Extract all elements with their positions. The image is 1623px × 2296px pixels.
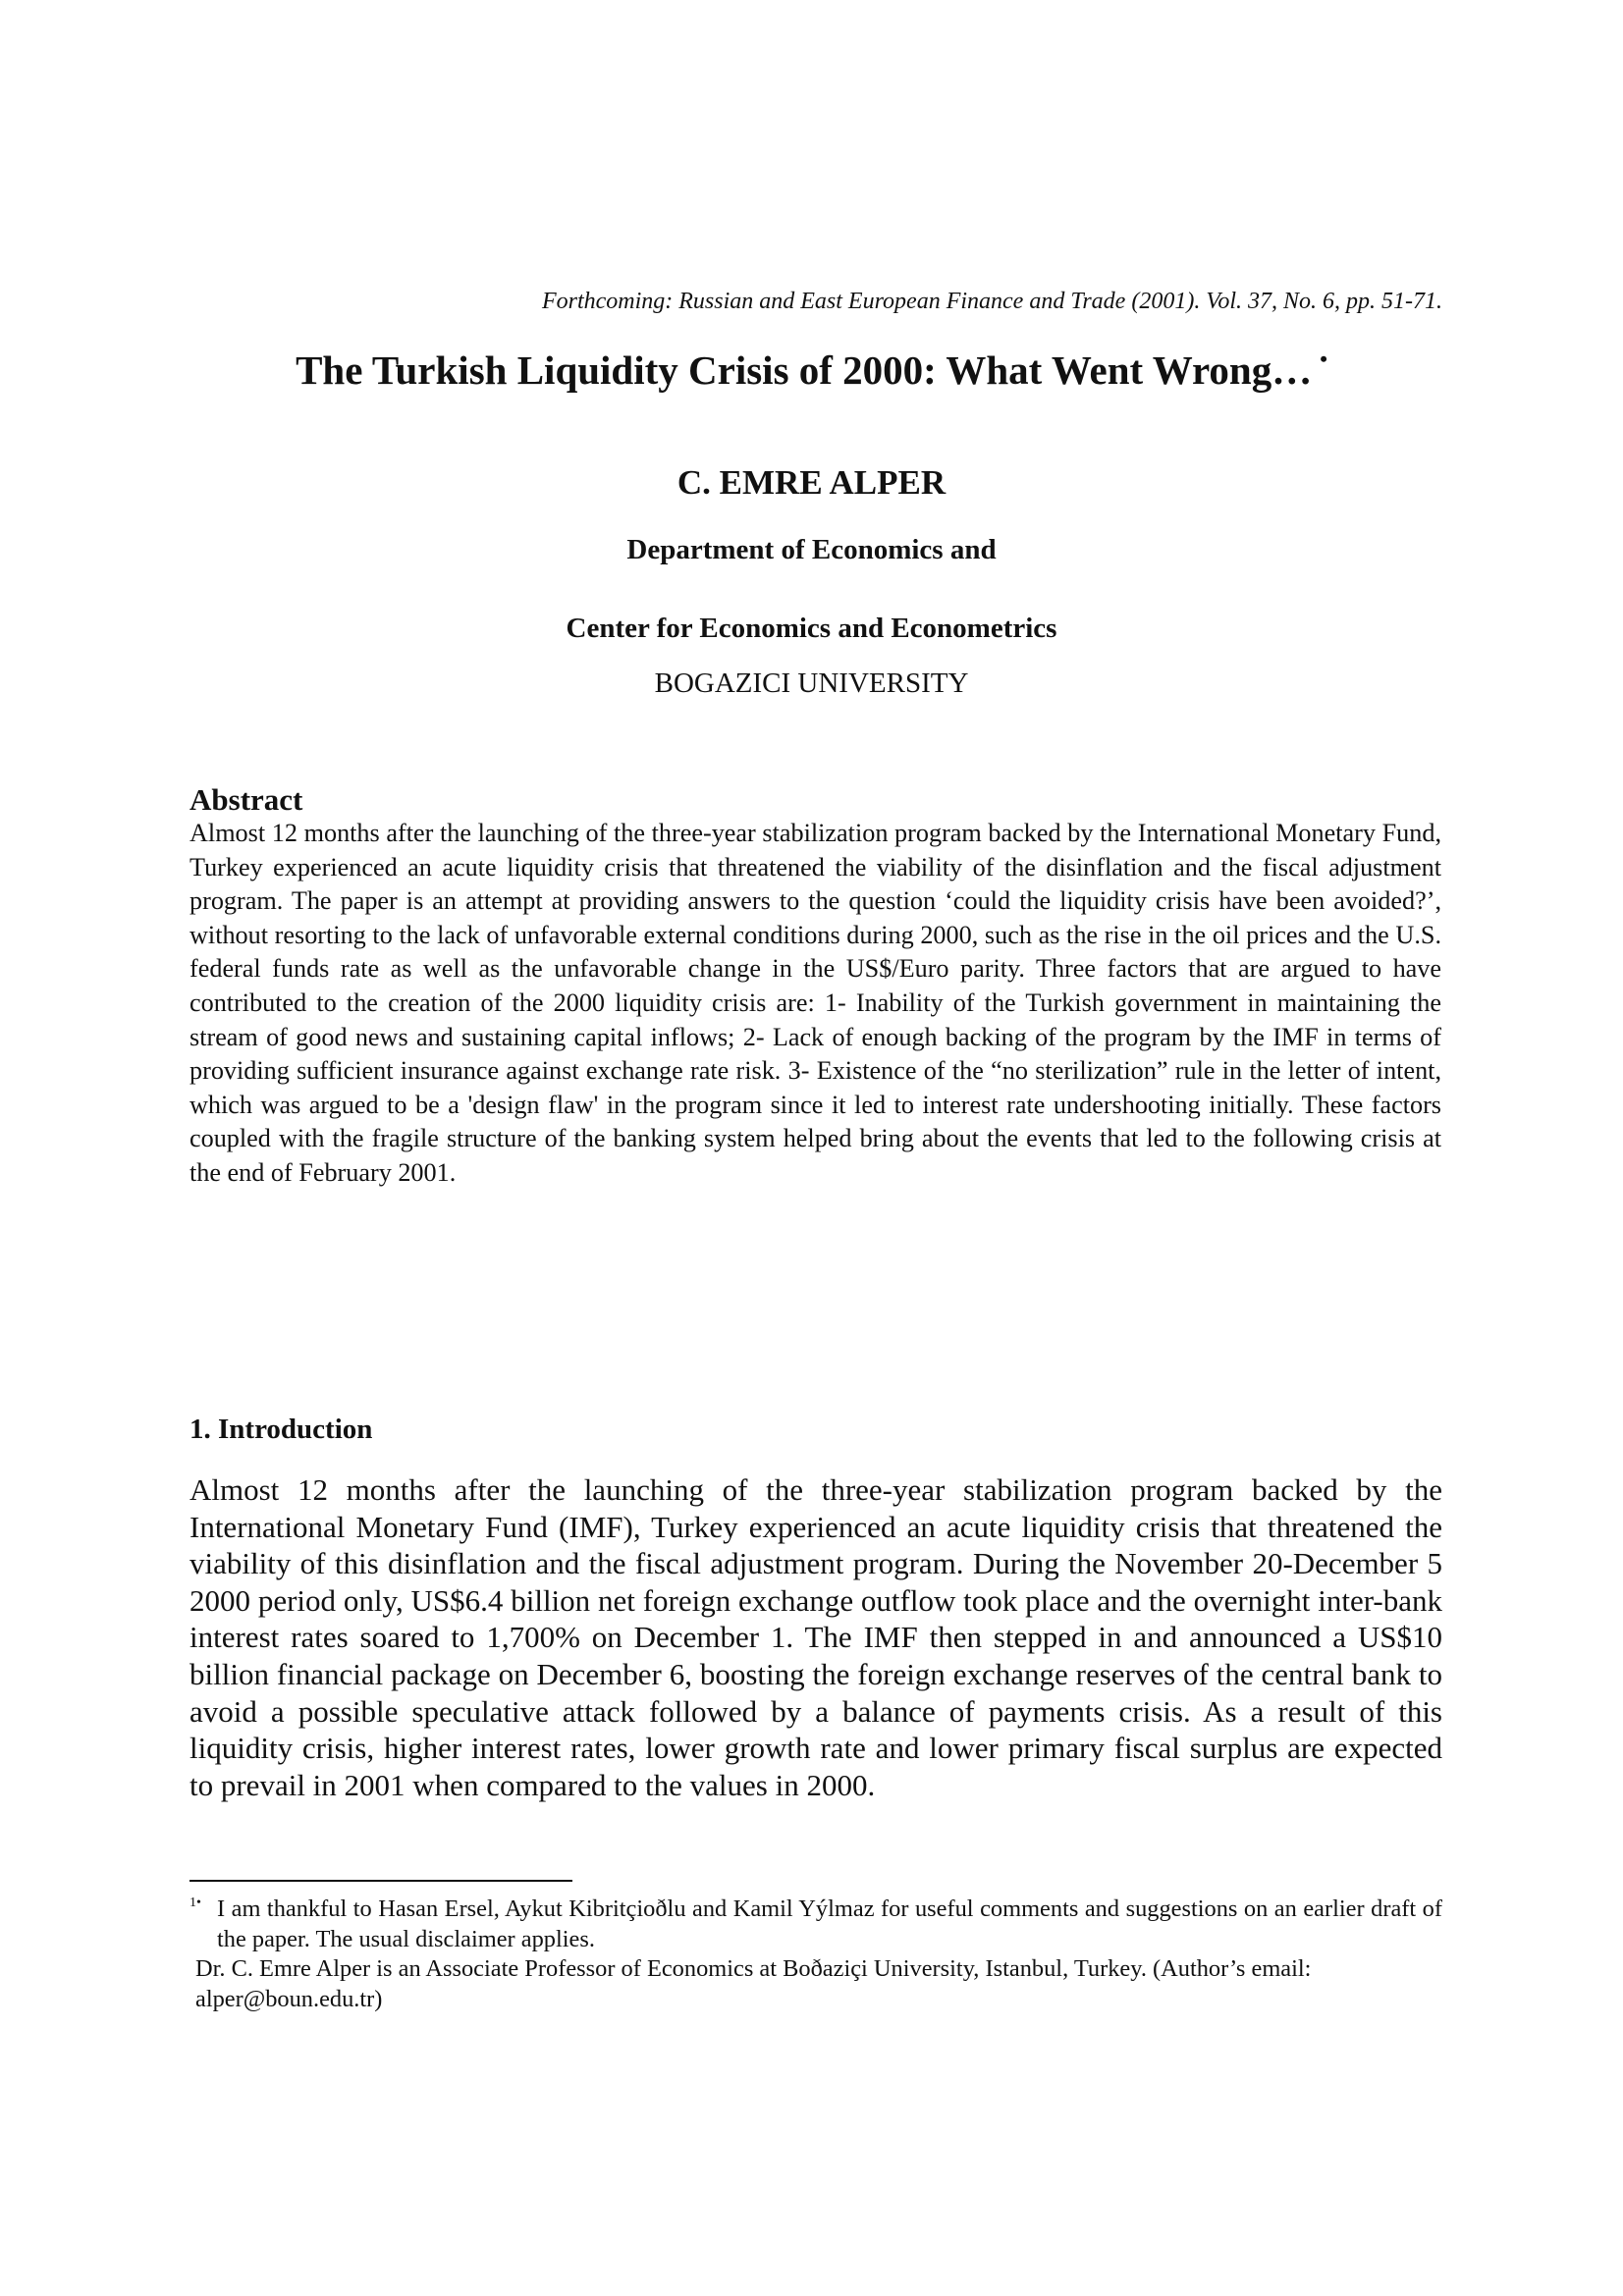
footnote-acknowledgement-text: I am thankful to Hasan Ersel, Aykut Kibritçioðlu and Kamil Yýlmaz for useful comments and suggestions on an earlier draft of the paper. The usual disclaimer applies.: [217, 1896, 1442, 1952]
footnotes: [189, 1895, 1442, 2014]
paper-title: [0, 346, 1623, 401]
footnote-marker: 1•: [189, 1896, 201, 1910]
abstract-text: Almost 12 months after the launching of the three-year stabilization program backed by the International Monetary Fund, Turkey experienced an acute liquidity crisis that threatened the viability of the disinflation and the fiscal adjustment program. The paper is an attempt at providing answers to the question ‘could the liquidity crisis have been avoided?’, without resorting to the lack of unfavorable external conditions during 2000, such as the rise in the oil prices and the U.S. federal funds rate as well as the unfavorable change in the US$/Euro parity. Three factors that are argued to have contributed to the creation of the 2000 liquidity crisis are: 1- Inability of the Turkish government in maintaining the stream of good news and sustaining capital inflows; 2- Lack of enough backing of the program by the IMF in terms of providing sufficient insurance against exchange rate risk. 3- Existence of the “no sterilization” rule in the letter of intent, which was argued to be a 'design flaw' in the program since it led to interest rate undershooting initially. These factors coupled with the fragile structure of the banking system helped bring about the events that led to the following crisis at the end of February 2001.: [189, 819, 1441, 1187]
affiliation-center: Center for Economics and Econometrics: [566, 613, 1057, 644]
citation-line: Forthcoming: Russian and East European Finance and Trade (2001). Vol. 37, No. 6, pp. 51-71.: [541, 289, 1442, 314]
title-footnote-marker: •: [1320, 347, 1327, 371]
footnote-divider: [189, 1880, 572, 1882]
section-heading-introduction: 1. Introduction: [189, 1414, 373, 1445]
affiliation-university: BOGAZICI UNIVERSITY: [654, 667, 969, 699]
abstract-heading: Abstract: [189, 782, 303, 817]
footnote-author-info: Dr. C. Emre Alper is an Associate Professor of Economics at Boðaziçi University, Istanbul, Turkey. (Author’s email: alper@boun.edu.tr): [195, 1955, 1312, 2012]
paper-title-text: The Turkish Liquidity Crisis of 2000: What Went Wrong…: [296, 347, 1313, 393]
introduction-text: Almost 12 months after the launching of the three-year stabilization program backed by the International Monetary Fund (IMF), Turkey experienced an acute liquidity crisis that threatened the viability of this disinflation and the fiscal adjustment program. During the November 20-December 5 2000 period only, US$6.4 billion net foreign exchange outflow took place and the overnight inter-bank interest rates soared to 1,700% on December 1. The IMF then stepped in and announced a US$10 billion financial package on December 6, boosting the foreign exchange reserves of the central bank to avoid a possible speculative attack followed by a balance of payments crisis. As a result of this liquidity crisis, higher interest rates, lower growth rate and lower primary fiscal surplus are expected to prevail in 2001 when compared to the values in 2000.: [189, 1472, 1442, 1802]
footnote-acknowledgement: [189, 1895, 1442, 1954]
author-name: C. EMRE ALPER: [676, 463, 947, 502]
affiliation-department: Department of Economics and: [626, 534, 997, 565]
